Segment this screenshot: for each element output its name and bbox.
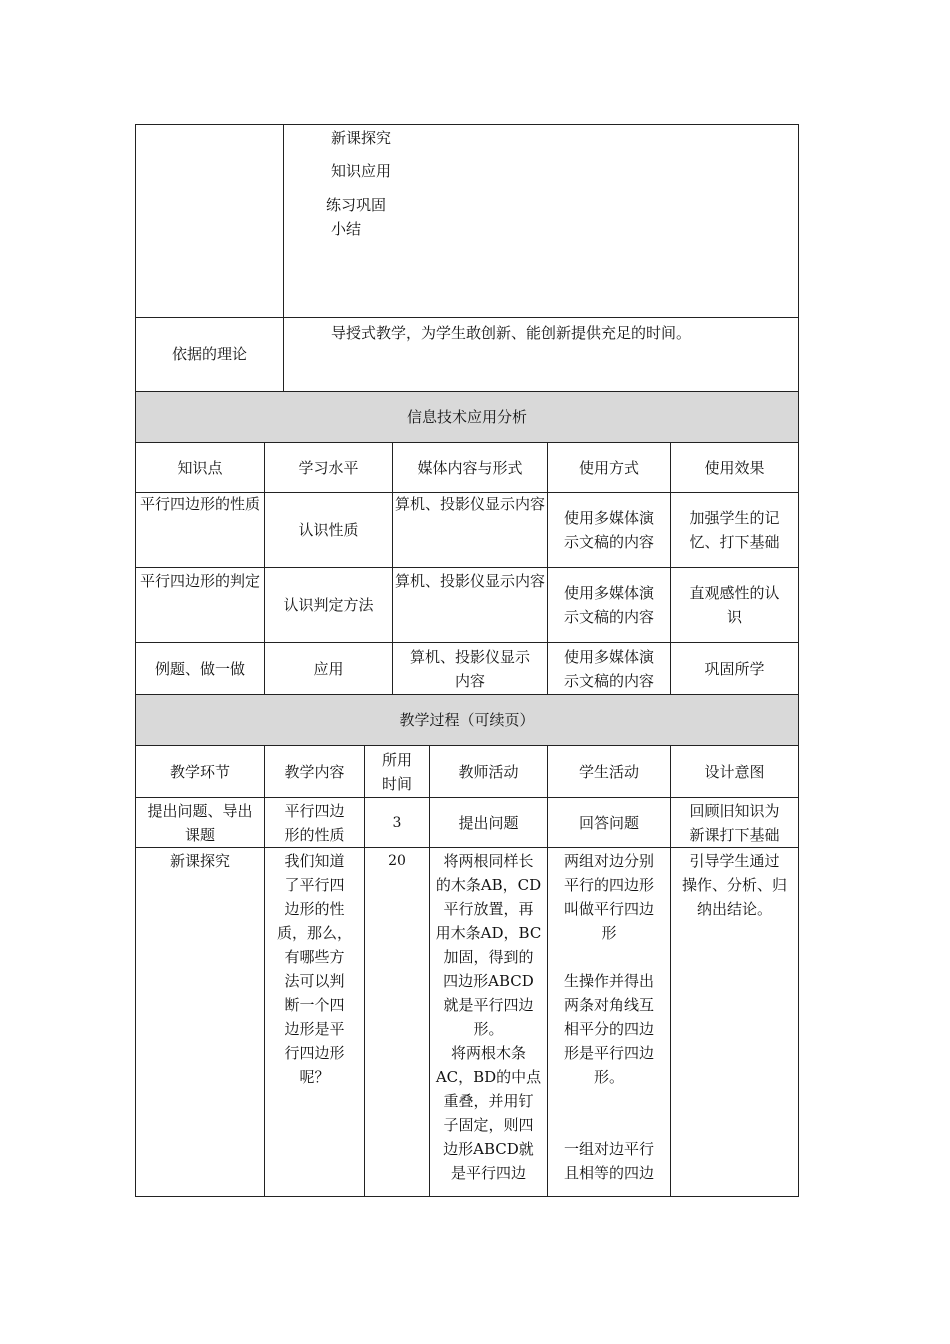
process-row2-teacher — [429, 847, 548, 1197]
it-header-method: 使用方式 — [578, 458, 639, 477]
it-row3-method — [547, 642, 671, 695]
process-row2-cell-1 — [135, 847, 265, 1197]
it-row3-effect: 巩固所学 — [704, 659, 765, 678]
it-analysis-title: 信息技术应用分析 — [406, 408, 527, 426]
it-row1-media-line1: 算机、投影仪显示 — [394, 495, 515, 513]
process-row1-content-line1: 平行四边 — [284, 801, 345, 820]
process-row2-student-line10: 形。 — [593, 1068, 624, 1086]
it-row1-effect-line1: 加强学生的记 — [689, 509, 780, 527]
process-row2-time: 20 — [388, 853, 406, 869]
theory-label: 依据的理论 — [171, 345, 247, 363]
theory-text: 导授式教学，为学生敢创新、能创新提供充足的时间。 — [331, 324, 692, 342]
process-row1-time: 3 — [392, 814, 402, 831]
process-row2-teacher-line8: 形。 — [473, 1020, 504, 1038]
process-row2-student-line9: 形是平行四边 — [563, 1044, 654, 1062]
it-row1-method-line2: 示文稿的内容 — [563, 533, 654, 551]
it-row1-effect-line2: 忆、打下基础 — [689, 533, 780, 551]
it-row2-effect — [670, 567, 799, 643]
process-row2-content-line9: 行四边形 — [284, 1044, 345, 1062]
process-row2-content-line1: 我们知道 — [284, 852, 345, 870]
process-row2-student-line13: 一组对边平行 — [563, 1140, 654, 1158]
process-row2-teacher-line2: 的木条AB，CD — [435, 876, 542, 894]
it-row1-level: 认识性质 — [298, 521, 359, 539]
process-row2-student-line14: 且相等的四边 — [563, 1164, 654, 1182]
process-row2-teacher-line9: 将两根木条 — [450, 1044, 526, 1062]
it-row1-effect — [670, 492, 799, 568]
process-row2-student-line8: 相平分的四边 — [563, 1020, 654, 1038]
process-row2-student-line4: 形 — [601, 924, 617, 942]
process-row2-student-line7: 两条对角线互 — [563, 996, 654, 1014]
it-row1-media — [392, 492, 548, 568]
process-row2-student — [547, 847, 671, 1197]
outline-item-1: 新课探究 — [331, 129, 392, 147]
it-row1-point-line1: 平行四边形的 — [139, 495, 230, 513]
process-row2-content — [264, 847, 365, 1107]
process-row2-intent-line3: 纳出结论。 — [696, 900, 772, 918]
process-row1-content — [264, 797, 365, 848]
process-row2-student-line5 — [564, 945, 654, 969]
it-row3-media-line2: 内容 — [454, 671, 485, 690]
it-row1-point — [135, 492, 265, 568]
outline-left-cell — [135, 124, 284, 318]
it-row2-method — [547, 567, 671, 643]
it-row2-media-line1: 算机、投影仪显示 — [394, 572, 515, 590]
outline-item-2: 知识应用 — [331, 162, 392, 180]
process-row2-teacher-line3: 平行放置，再 — [443, 900, 534, 918]
process-row2-teacher-line5: 加固，得到的 — [443, 948, 534, 966]
it-row3-media-line1: 算机、投影仪显示 — [409, 647, 530, 666]
process-header-time: 所用时间 — [381, 750, 412, 793]
it-header-effect: 使用效果 — [704, 458, 765, 477]
it-row2-media — [392, 567, 548, 643]
process-row2-intent-line1: 引导学生通过 — [689, 852, 780, 870]
process-row1-teacher: 提出问题 — [458, 813, 519, 832]
process-row2-content-line2: 了平行四 — [284, 876, 345, 894]
it-header-learning-level: 学习水平 — [298, 458, 359, 477]
process-header-intent: 设计意图 — [704, 762, 765, 781]
it-row3-method-line1: 使用多媒体演 — [563, 647, 654, 666]
process-row2-teacher-line4: 用木条AD，BC — [435, 924, 542, 942]
process-row2-teacher-line6: 四边形ABCD — [443, 972, 534, 990]
process-row2-content-line7: 断一个四 — [284, 996, 345, 1014]
process-header-stage: 教学环节 — [169, 762, 230, 781]
outline-item-4: 小结 — [331, 220, 362, 238]
process-row2-content-line8: 边形是平 — [284, 1020, 345, 1038]
process-row2-student-line12 — [564, 1113, 654, 1137]
process-row1-content-line2: 形的性质 — [284, 825, 345, 844]
it-row2-media-line2: 内容 — [515, 572, 546, 590]
process-row2-student-line3: 叫做平行四边 — [563, 900, 654, 918]
process-row1-stage — [135, 797, 265, 848]
process-row1-student: 回答问题 — [578, 813, 639, 832]
it-row2-point-line2: 判定 — [230, 572, 261, 590]
process-row2-student-line2: 平行的四边形 — [563, 876, 654, 894]
it-header-knowledge-point: 知识点 — [177, 458, 223, 477]
process-row1-stage-line1: 提出问题、导出 — [147, 801, 253, 820]
it-row3-level: 应用 — [313, 659, 344, 678]
process-row2-intent-line2: 操作、分析、归 — [681, 876, 787, 894]
process-row2-teacher-line12: 子固定，则四 — [443, 1116, 534, 1134]
it-row2-effect-line1: 直观感性的认 — [689, 584, 780, 602]
process-row1-intent — [670, 797, 799, 848]
process-header-teacher: 教师活动 — [458, 762, 519, 781]
process-row1-intent-line1: 回顾旧知识为 — [689, 801, 780, 820]
it-row2-level: 认识判定方法 — [283, 596, 374, 614]
process-row2-teacher-line11: 重叠，并用钉 — [443, 1092, 534, 1110]
process-row2-content-line6: 法可以判 — [284, 972, 345, 990]
process-row1-intent-line2: 新课打下基础 — [689, 825, 780, 844]
it-row3-media — [392, 642, 548, 695]
process-header-content: 教学内容 — [284, 762, 345, 781]
it-row3-point: 例题、做一做 — [154, 659, 245, 678]
it-row1-media-line2: 内容 — [515, 495, 546, 513]
process-row2-content-line10: 呢？ — [299, 1068, 330, 1086]
process-row2-stage: 新课探究 — [169, 852, 230, 870]
it-row2-method-line2: 示文稿的内容 — [563, 608, 654, 626]
process-row2-student-line11 — [564, 1089, 654, 1113]
it-row2-method-line1: 使用多媒体演 — [563, 584, 654, 602]
lesson-plan-page — [135, 124, 799, 1197]
process-row2-intent — [670, 847, 799, 947]
process-row2-teacher-line7: 就是平行四边 — [443, 996, 534, 1014]
it-row1-point-line2: 性质 — [230, 495, 261, 513]
it-header-media: 媒体内容与形式 — [417, 458, 523, 477]
it-row3-method-line2: 示文稿的内容 — [563, 671, 654, 690]
process-row2-content-line5: 有哪些方 — [284, 948, 345, 966]
process-row2-teacher-line14: 是平行四边 — [450, 1164, 526, 1182]
it-row2-effect-line2: 识 — [726, 608, 742, 626]
it-row1-method — [547, 492, 671, 568]
process-row2-student-line1: 两组对边分别 — [563, 852, 654, 870]
it-row1-method-line1: 使用多媒体演 — [563, 509, 654, 527]
it-row2-point — [135, 567, 265, 643]
process-row2-cell-3 — [364, 847, 430, 1197]
process-row2-teacher-line13: 边形ABCD就 — [443, 1140, 534, 1158]
process-row2-student-line6: 生操作并得出 — [563, 972, 654, 990]
outline-item-3: 练习巩固 — [326, 196, 387, 214]
process-row2-teacher-line10: AC，BD的中点 — [435, 1068, 542, 1086]
process-row2-teacher-line1: 将两根同样长 — [443, 852, 534, 870]
process-title: 教学过程（可续页） — [399, 711, 535, 729]
process-header-student: 学生活动 — [578, 762, 639, 781]
it-row2-point-line1: 平行四边形的 — [139, 572, 230, 590]
process-row1-stage-line2: 课题 — [184, 825, 215, 844]
process-row2-content-line4: 质，那么， — [276, 924, 352, 942]
process-row2-content-line3: 边形的性 — [284, 900, 345, 918]
